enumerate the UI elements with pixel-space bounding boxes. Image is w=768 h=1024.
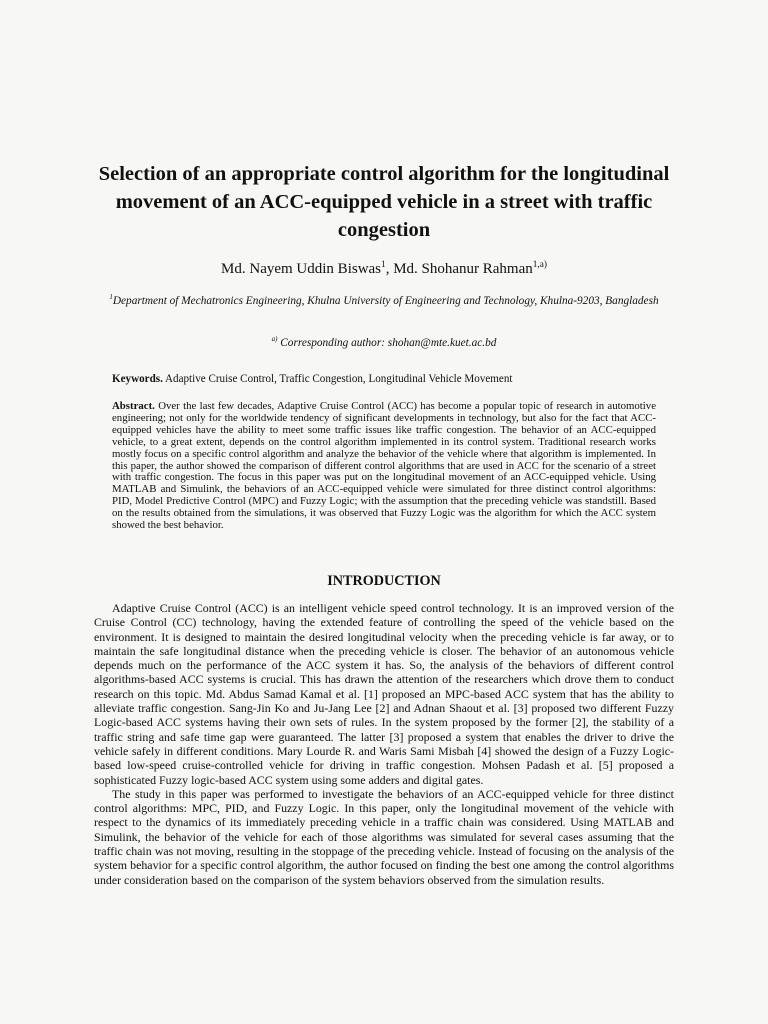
paper-title: Selection of an appropriate control algorithm for the longitudinal movement of an ACC-equipped vehicle in a street with traffic congestion	[98, 163, 670, 241]
affiliation-marker: 1	[109, 293, 113, 302]
author-affiliation-marker: 1,a)	[532, 260, 547, 270]
keywords-label: Keywords.	[112, 373, 163, 385]
corresponding-author	[90, 337, 678, 349]
section-heading-introduction: INTRODUCTION	[327, 573, 441, 589]
author-line	[80, 261, 688, 278]
body-paragraph: Adaptive Cruise Control (ACC) is an intelligent vehicle speed control technology. It is an improved version of the Cruise Control (CC) technology, having the extended feature of controlling the speed of the vehicle based on the environment. It is designed to maintain the desired longitudinal velocity when the preceding vehicle is far away, or to maintain the safe longitudinal distance when the preceding vehicle is closer. The behavior of an autonomous vehicle depends much on the performance of the ACC system it has. So, the analysis of the behaviors of different control algorithms-based ACC systems is crucial. This has drawn the attention of the researchers which drove them to conduct research on this topic. Md. Abdus Samad Kamal et al. [1] proposed an MPC-based ACC system that has the ability to alleviate traffic congestion. Sang-Jin Ko and Ju-Jang Lee [2] and Adnan Shaout et al. [3] proposed two different Fuzzy Logic-based ACC systems having their own sets of rules. In the system proposed by the former [2], the stability of a traffic string and safe time gap were guaranteed. The latter [3] proposed a system that enables the driver to drive the vehicle safely in different conditions. Mary Lourde R. and Waris Sami Misbah [4] showed the design of a Fuzzy Logic-based low-speed cruise-controlled vehicle for driving in traffic congestion. Mohsen Padash et al. [5] proposed a sophisticated Fuzzy logic-based ACC system using some adders and digital gates.	[94, 601, 674, 787]
body-paragraph: The study in this paper was performed to investigate the behaviors of an ACC-equipped vehicle for three distinct control algorithms: MPC, PID, and Fuzzy Logic. In this paper, only the longitudinal movement of the vehicle with respect to the dynamics of its immediately preceding vehicle in a traffic chain was considered. Using MATLAB and Simulink, the behavior of the vehicle for each of those algorithms was simulated for several cases assuming that the traffic chain was not moving, resulting in the stoppage of the preceding vehicle. Instead of focusing on the analysis of the system behavior for a specific control algorithm, the author focused on finding the best one among the control algorithms under consideration based on the comparison of the system behaviors observed from the simulation results.	[94, 786, 674, 887]
introduction-body	[94, 601, 674, 887]
abstract-text: Over the last few decades, Adaptive Cruise Control (ACC) has become a popular topic of research in automotive engineering; not only for the worldwide tendency of significant developments in technology, but also for the fact that ACC-equipped vehicles have the ability to meet some traffic issues like traffic congestion. The behavior of an ACC-equipped vehicle, to a great extent, depends on the control algorithm implemented in its control system. Traditional research works mostly focus on a specific control algorithm and analyze the behavior of the vehicle where that algorithm is implemented. In this paper, the author showed the comparison of different control algorithms that are used in ACC for the scenario of a street with traffic congestion. The focus in this paper was put on the longitudinal movement of an ACC-equipped vehicle. Using MATLAB and Simulink, the behaviors of an ACC-equipped vehicle were simulated for three distinct control algorithms: PID, Model Predictive Control (MPC) and Fuzzy Logic; with the assumption that the preceding vehicle was standstill. Based on the results obtained from the simulations, it was observed that Fuzzy Logic was the algorithm for which the ACC system showed the best behavior.	[112, 400, 656, 532]
author-separator: ,	[385, 261, 394, 277]
author-name: Md. Shohanur Rahman	[393, 261, 533, 277]
corresponding-marker: a)	[271, 335, 278, 344]
affiliation-text: Department of Mechatronics Engineering, Khulna University of Engineering and Technology, Khulna-9203, Bangladesh	[112, 295, 659, 307]
corresponding-text: Corresponding author: shohan@mte.kuet.ac.bd	[277, 337, 497, 349]
affiliation	[90, 294, 678, 308]
abstract-label: Abstract.	[112, 400, 155, 412]
keywords-text: Adaptive Cruise Control, Traffic Congestion, Longitudinal Vehicle Movement	[162, 373, 513, 385]
author-name: Md. Nayem Uddin Biswas	[221, 261, 382, 277]
abstract	[112, 401, 656, 532]
keywords	[112, 373, 657, 385]
author-affiliation-marker: 1	[381, 260, 386, 270]
